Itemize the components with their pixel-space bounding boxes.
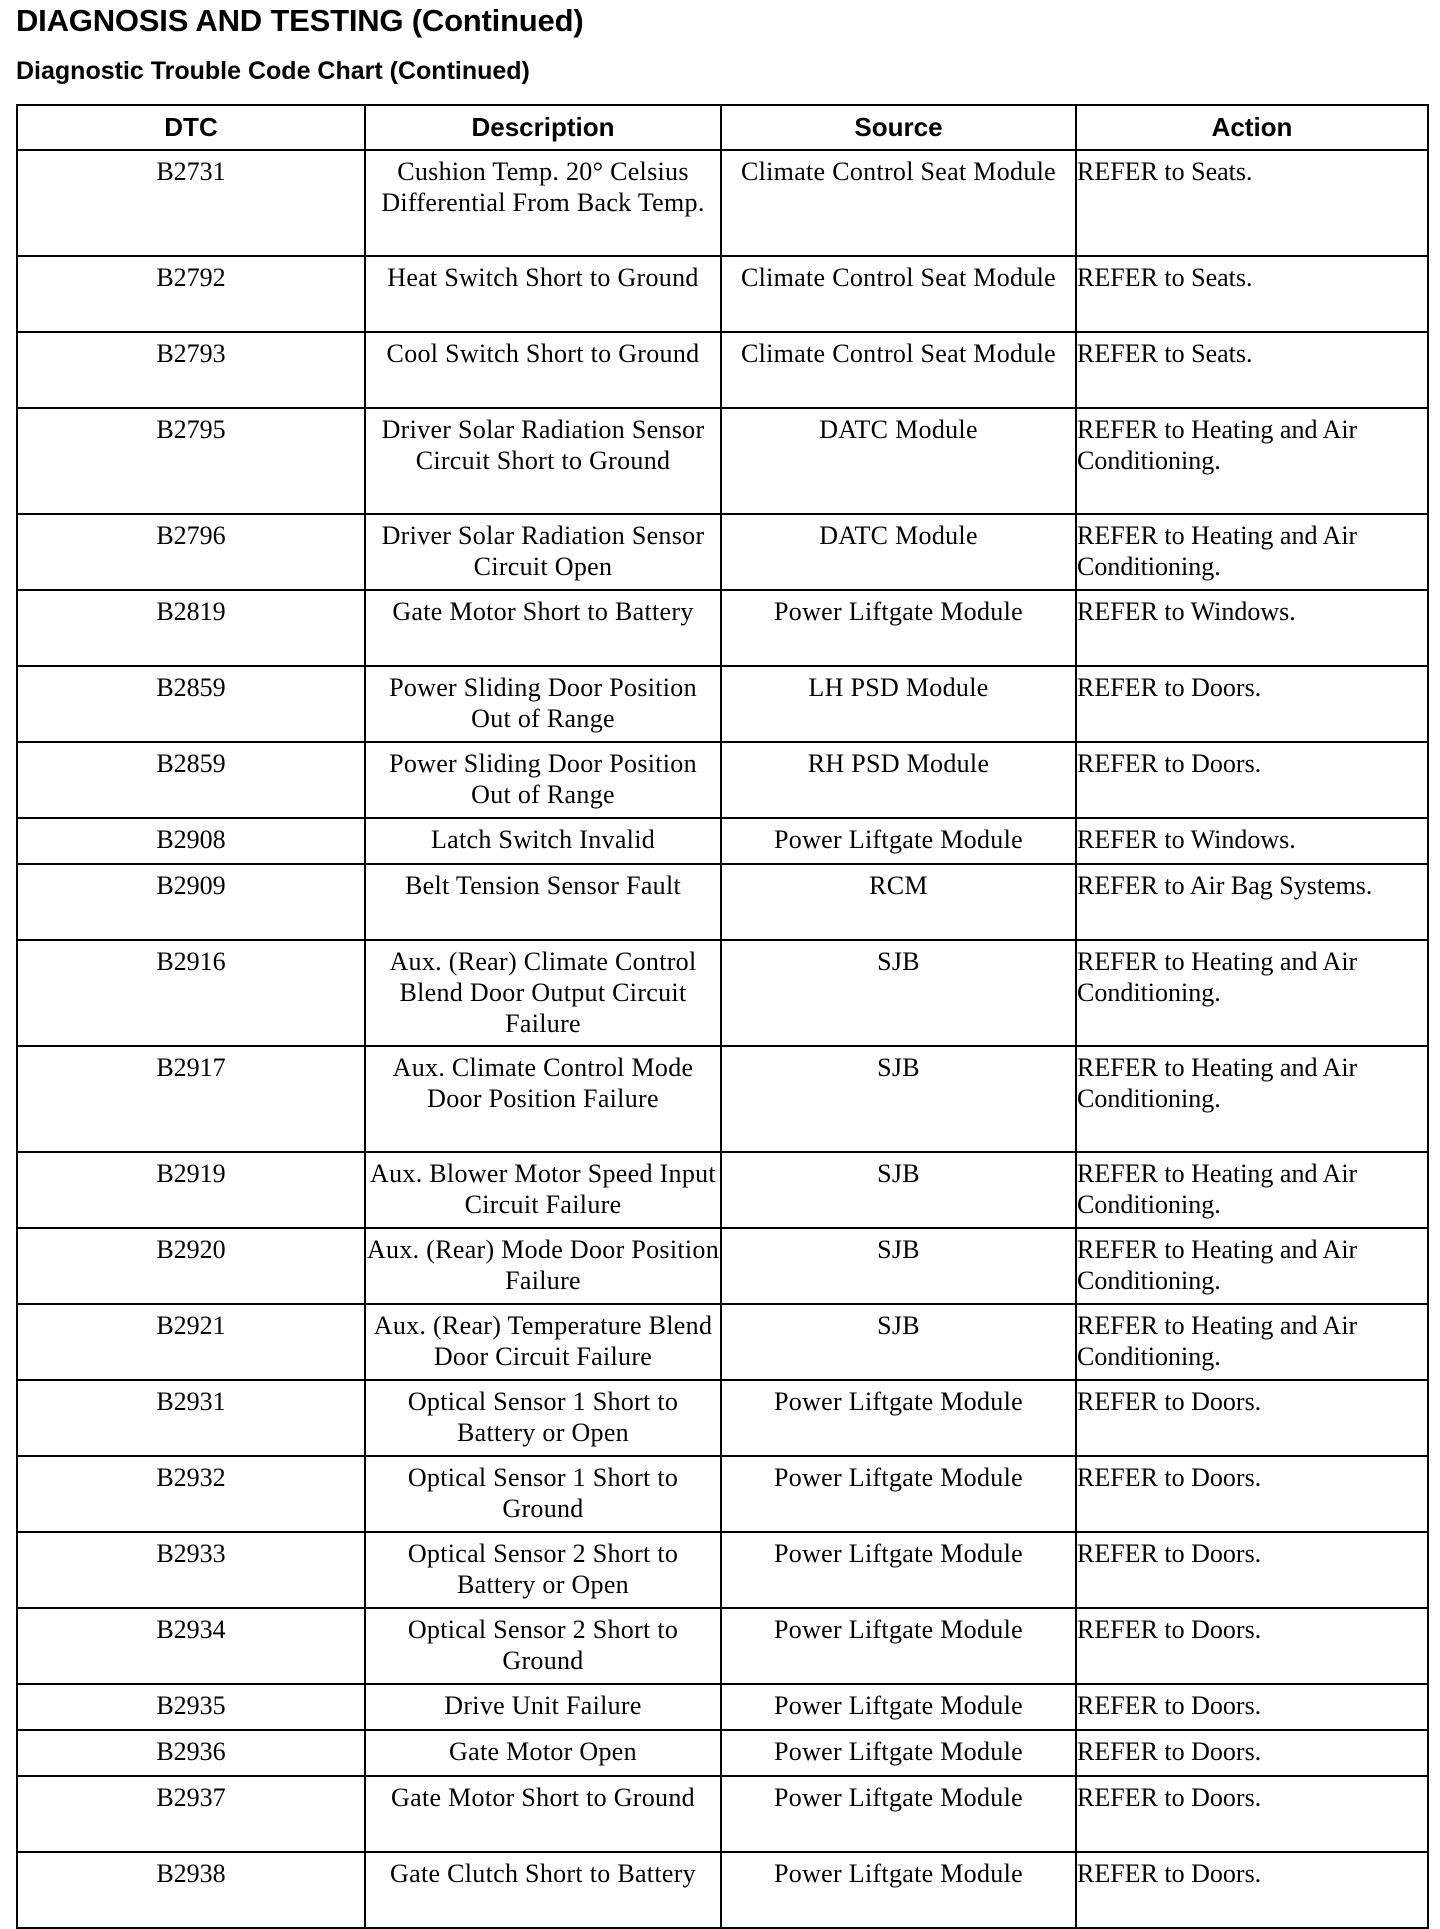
description-cell: Optical Sensor 1 Short to Ground — [365, 1456, 721, 1532]
header-row — [17, 105, 1428, 150]
dtc-cell: B2819 — [17, 590, 365, 666]
description-cell: Belt Tension Sensor Fault — [365, 864, 721, 940]
table-row — [17, 1776, 1428, 1852]
table-row — [17, 1228, 1428, 1304]
table-row — [17, 256, 1428, 332]
table-row — [17, 1532, 1428, 1608]
dtc-cell: B2920 — [17, 1228, 365, 1304]
dtc-cell: B2795 — [17, 408, 365, 514]
description-cell: Cushion Temp. 20° Celsius Differential From Back Temp. — [365, 150, 721, 256]
dtc-cell: B2731 — [17, 150, 365, 256]
dtc-cell: B2916 — [17, 940, 365, 1046]
source-cell: Power Liftgate Module — [721, 1532, 1076, 1608]
action-cell: REFER to Seats. — [1076, 256, 1428, 332]
dtc-cell: B2859 — [17, 666, 365, 742]
action-cell: REFER to Heating and Air Conditioning. — [1076, 940, 1428, 1046]
description-cell: Aux. (Rear) Climate Control Blend Door Output Circuit Failure — [365, 940, 721, 1046]
description-cell: Optical Sensor 2 Short to Ground — [365, 1608, 721, 1684]
action-cell: REFER to Doors. — [1076, 1730, 1428, 1776]
table-row — [17, 1046, 1428, 1152]
action-cell: REFER to Doors. — [1076, 1684, 1428, 1730]
source-cell: SJB — [721, 1304, 1076, 1380]
table-row — [17, 1152, 1428, 1228]
table-body — [17, 150, 1428, 1928]
description-cell: Gate Motor Short to Battery — [365, 590, 721, 666]
dtc-cell: B2937 — [17, 1776, 365, 1852]
table-row — [17, 1608, 1428, 1684]
dtc-cell: B2935 — [17, 1684, 365, 1730]
source-cell: Power Liftgate Module — [721, 1380, 1076, 1456]
action-cell: REFER to Doors. — [1076, 1380, 1428, 1456]
action-cell: REFER to Doors. — [1076, 742, 1428, 818]
description-cell: Aux. (Rear) Temperature Blend Door Circuit Failure — [365, 1304, 721, 1380]
action-cell: REFER to Doors. — [1076, 1608, 1428, 1684]
table-row — [17, 514, 1428, 590]
description-cell: Gate Motor Short to Ground — [365, 1776, 721, 1852]
action-cell: REFER to Doors. — [1076, 1532, 1428, 1608]
column-header-action: Action — [1076, 105, 1428, 150]
table-row — [17, 1684, 1428, 1730]
table-row — [17, 940, 1428, 1046]
source-cell: RH PSD Module — [721, 742, 1076, 818]
description-cell: Drive Unit Failure — [365, 1684, 721, 1730]
description-cell: Aux. (Rear) Mode Door Position Failure — [365, 1228, 721, 1304]
source-cell: Power Liftgate Module — [721, 1776, 1076, 1852]
action-cell: REFER to Doors. — [1076, 666, 1428, 742]
description-cell: Cool Switch Short to Ground — [365, 332, 721, 408]
description-cell: Optical Sensor 1 Short to Battery or Open — [365, 1380, 721, 1456]
dtc-table — [16, 104, 1429, 1929]
action-cell: REFER to Heating and Air Conditioning. — [1076, 514, 1428, 590]
source-cell: DATC Module — [721, 408, 1076, 514]
dtc-cell: B2919 — [17, 1152, 365, 1228]
table-row — [17, 1456, 1428, 1532]
description-cell: Driver Solar Radiation Sensor Circuit Short to Ground — [365, 408, 721, 514]
table-row — [17, 742, 1428, 818]
dtc-cell: B2938 — [17, 1852, 365, 1928]
source-cell: Climate Control Seat Module — [721, 332, 1076, 408]
action-cell: REFER to Doors. — [1076, 1776, 1428, 1852]
source-cell: Power Liftgate Module — [721, 590, 1076, 666]
description-cell: Gate Motor Open — [365, 1730, 721, 1776]
action-cell: REFER to Windows. — [1076, 590, 1428, 666]
source-cell: LH PSD Module — [721, 666, 1076, 742]
source-cell: Power Liftgate Module — [721, 818, 1076, 864]
action-cell: REFER to Doors. — [1076, 1456, 1428, 1532]
table-row — [17, 818, 1428, 864]
dtc-cell: B2908 — [17, 818, 365, 864]
source-cell: Climate Control Seat Module — [721, 150, 1076, 256]
source-cell: Power Liftgate Module — [721, 1608, 1076, 1684]
action-cell: REFER to Heating and Air Conditioning. — [1076, 1046, 1428, 1152]
action-cell: REFER to Heating and Air Conditioning. — [1076, 408, 1428, 514]
dtc-cell: B2859 — [17, 742, 365, 818]
dtc-cell: B2933 — [17, 1532, 365, 1608]
action-cell: REFER to Seats. — [1076, 332, 1428, 408]
description-cell: Aux. Blower Motor Speed Input Circuit Failure — [365, 1152, 721, 1228]
dtc-cell: B2936 — [17, 1730, 365, 1776]
table-row — [17, 864, 1428, 940]
description-cell: Gate Clutch Short to Battery — [365, 1852, 721, 1928]
source-cell: SJB — [721, 1228, 1076, 1304]
description-cell: Driver Solar Radiation Sensor Circuit Open — [365, 514, 721, 590]
table-row — [17, 590, 1428, 666]
action-cell: REFER to Air Bag Systems. — [1076, 864, 1428, 940]
dtc-cell: B2932 — [17, 1456, 365, 1532]
source-cell: Power Liftgate Module — [721, 1456, 1076, 1532]
dtc-cell: B2909 — [17, 864, 365, 940]
source-cell: SJB — [721, 1152, 1076, 1228]
description-cell: Aux. Climate Control Mode Door Position Failure — [365, 1046, 721, 1152]
action-cell: REFER to Heating and Air Conditioning. — [1076, 1304, 1428, 1380]
action-cell: REFER to Seats. — [1076, 150, 1428, 256]
dtc-cell: B2934 — [17, 1608, 365, 1684]
column-header-dtc: DTC — [17, 105, 365, 150]
source-cell: SJB — [721, 1046, 1076, 1152]
source-cell: Climate Control Seat Module — [721, 256, 1076, 332]
action-cell: REFER to Heating and Air Conditioning. — [1076, 1228, 1428, 1304]
table-row — [17, 1304, 1428, 1380]
source-cell: Power Liftgate Module — [721, 1852, 1076, 1928]
action-cell: REFER to Windows. — [1076, 818, 1428, 864]
action-cell: REFER to Doors. — [1076, 1852, 1428, 1928]
table-row — [17, 408, 1428, 514]
table-header — [17, 105, 1428, 150]
table-row — [17, 332, 1428, 408]
table-row — [17, 1730, 1428, 1776]
column-header-description: Description — [365, 105, 721, 150]
chart-title: Diagnostic Trouble Code Chart (Continued) — [16, 57, 530, 85]
source-cell: Power Liftgate Module — [721, 1730, 1076, 1776]
action-cell: REFER to Heating and Air Conditioning. — [1076, 1152, 1428, 1228]
source-cell: DATC Module — [721, 514, 1076, 590]
dtc-cell: B2917 — [17, 1046, 365, 1152]
source-cell: SJB — [721, 940, 1076, 1046]
column-header-source: Source — [721, 105, 1076, 150]
description-cell: Heat Switch Short to Ground — [365, 256, 721, 332]
table-row — [17, 1380, 1428, 1456]
page-title: DIAGNOSIS AND TESTING (Continued) — [16, 3, 584, 38]
source-cell: RCM — [721, 864, 1076, 940]
dtc-cell: B2792 — [17, 256, 365, 332]
description-cell: Power Sliding Door Position Out of Range — [365, 742, 721, 818]
dtc-cell: B2921 — [17, 1304, 365, 1380]
table-row — [17, 666, 1428, 742]
description-cell: Latch Switch Invalid — [365, 818, 721, 864]
table-row — [17, 150, 1428, 256]
table-row — [17, 1852, 1428, 1928]
dtc-cell: B2796 — [17, 514, 365, 590]
dtc-cell: B2931 — [17, 1380, 365, 1456]
dtc-cell: B2793 — [17, 332, 365, 408]
description-cell: Power Sliding Door Position Out of Range — [365, 666, 721, 742]
description-cell: Optical Sensor 2 Short to Battery or Open — [365, 1532, 721, 1608]
source-cell: Power Liftgate Module — [721, 1684, 1076, 1730]
